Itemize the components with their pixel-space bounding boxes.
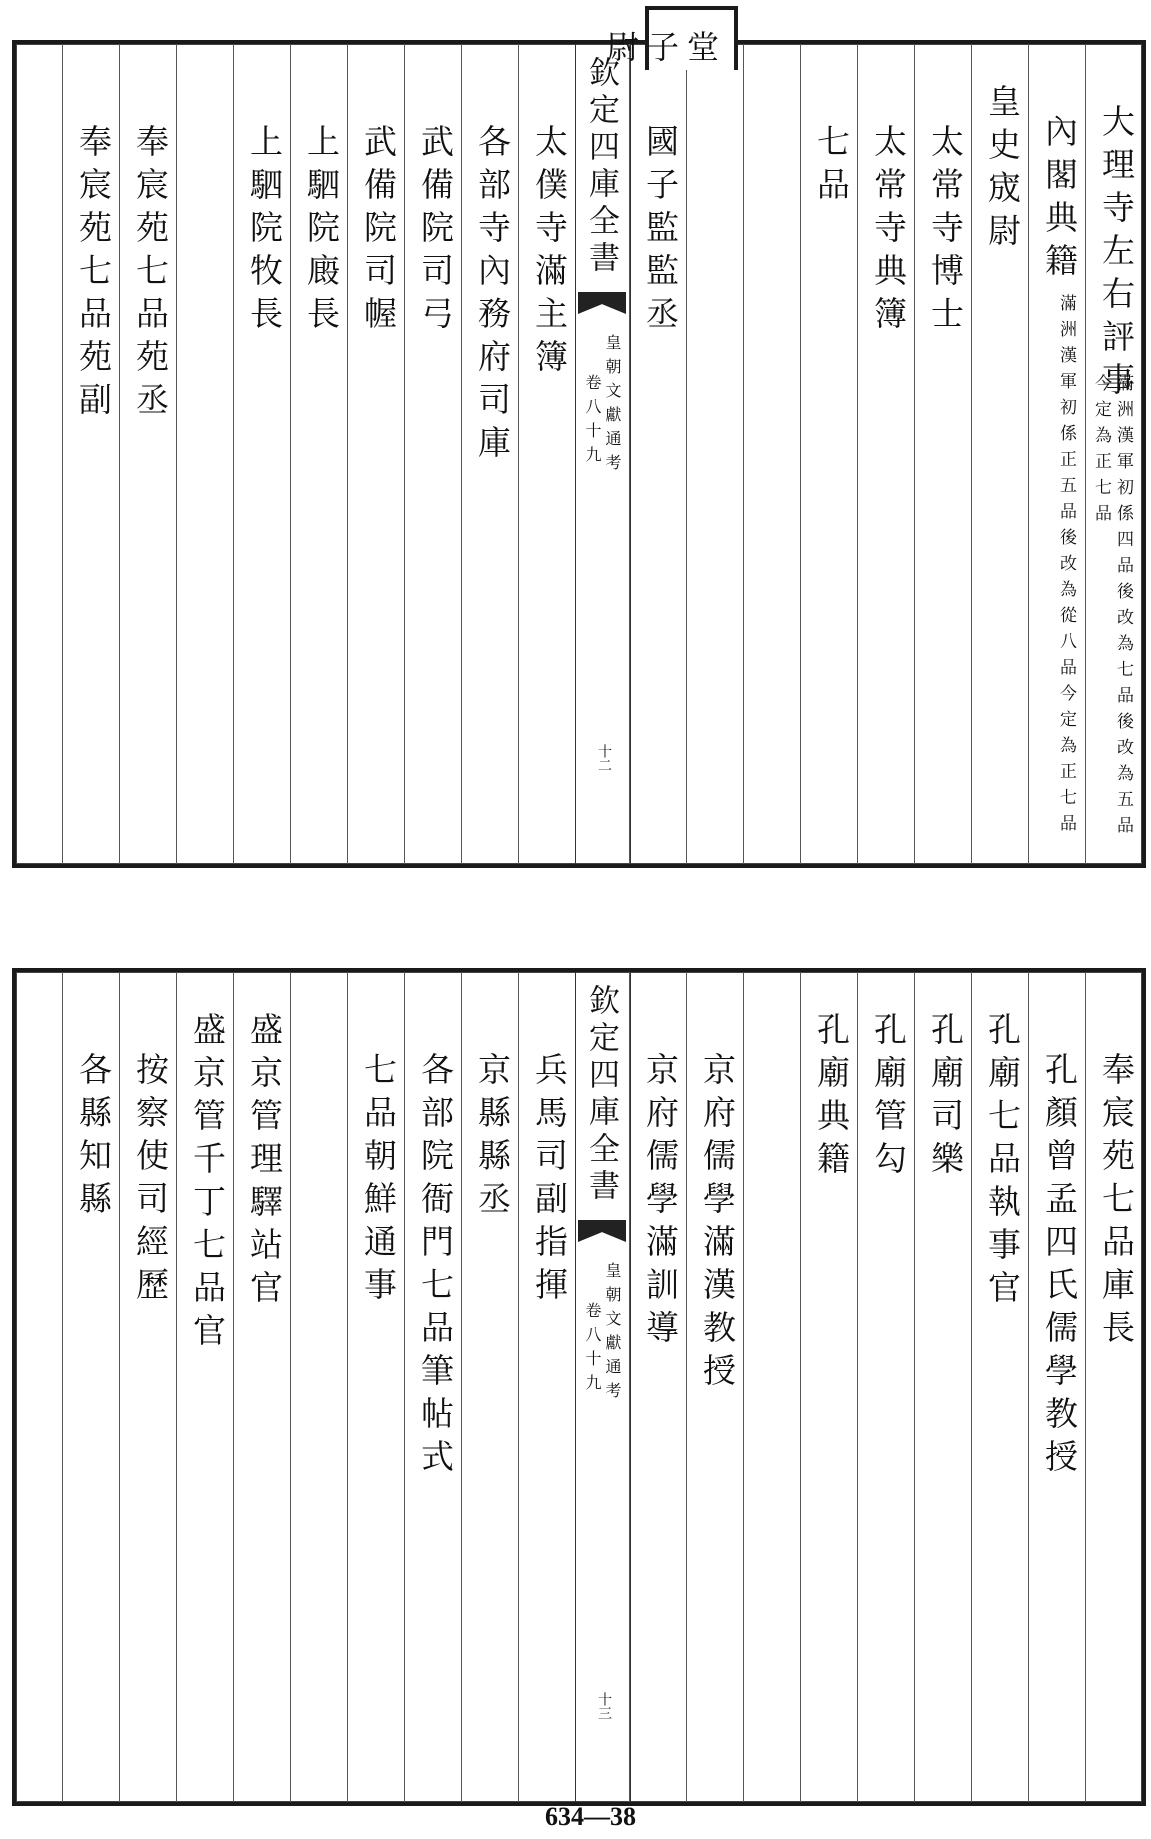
top-column-18 [62, 44, 120, 864]
top-column-11 [461, 44, 519, 864]
page-number: 634—38 [545, 1802, 636, 1831]
page-tab [602, 6, 738, 70]
series-title: 皇朝文獻通考 [603, 1262, 622, 1406]
top-column-8 [686, 44, 744, 864]
bottom-column-1 [1085, 972, 1143, 1802]
bottom-column-16 [176, 972, 234, 1802]
column-text: 盛京管理驛站官 [245, 1012, 284, 1313]
column-text: 武備院司幄 [359, 124, 398, 339]
top-page [12, 40, 1146, 868]
bottom-column-7 [743, 972, 801, 1802]
column-text: 孔廟七品執事官 [983, 1012, 1022, 1313]
column-text: 兵馬司副指揮 [530, 1052, 569, 1310]
bottom-column-2 [1028, 972, 1086, 1802]
book-title: 欽定四庫全書 [583, 984, 619, 1206]
bottom-column-8 [686, 972, 744, 1802]
bottom-column-5 [857, 972, 915, 1802]
column-text: 大理寺左右評事 [1097, 104, 1136, 405]
column-text: 太常寺典簿 [869, 124, 908, 339]
series-title: 皇朝文獻通考 [603, 334, 622, 478]
top-column-5 [857, 44, 915, 864]
top-column-15 [233, 44, 291, 864]
column-text: 七品 [812, 124, 851, 210]
bottom-column-17 [119, 972, 177, 1802]
column-text: 京府儒學滿訓導 [641, 1052, 680, 1353]
bottom-center-fold [575, 972, 631, 1802]
column-text: 孔廟司樂 [926, 1012, 965, 1184]
bottom-page [12, 968, 1146, 1806]
bottom-column-14 [290, 972, 348, 1802]
top-column-7 [743, 44, 801, 864]
column-text: 上駟院牧長 [245, 124, 284, 339]
bottom-column-15 [233, 972, 291, 1802]
top-column-13 [347, 44, 405, 864]
bottom-column-13 [347, 972, 405, 1802]
bottom-column-12 [404, 972, 462, 1802]
top-column-6 [800, 44, 858, 864]
column-text: 京縣縣丞 [473, 1052, 512, 1224]
column-text: 皇史宬尉 [983, 84, 1022, 256]
column-text: 孔廟管勾 [869, 1012, 908, 1184]
column-text: 上駟院廄長 [302, 124, 341, 339]
column-note: 滿洲漢軍初係四品後改為七品後改為五品今定為正七品 [1091, 374, 1133, 842]
leaf-number: 十三 [596, 1692, 612, 1720]
top-column-2 [1028, 44, 1086, 864]
column-text: 內閣典籍 [1040, 114, 1079, 286]
book-title: 欽定四庫全書 [583, 56, 619, 278]
column-text: 孔廟典籍 [812, 1012, 851, 1184]
leaf-number: 十二 [596, 744, 612, 772]
column-text: 國子監監丞 [641, 124, 680, 339]
tab-label: 堂子尉 [602, 30, 720, 68]
top-column-3 [971, 44, 1029, 864]
top-column-14 [290, 44, 348, 864]
bottom-column-18 [62, 972, 120, 1802]
bottom-column-6 [800, 972, 858, 1802]
top-column-12 [404, 44, 462, 864]
column-text: 孔顏曾孟四氏儒學教授 [1040, 1052, 1079, 1482]
fishtail-mark [578, 292, 626, 314]
column-text: 各縣知縣 [74, 1052, 113, 1224]
column-text: 七品朝鮮通事 [359, 1052, 398, 1310]
column-text: 奉宸苑七品苑丞 [131, 124, 170, 425]
column-text: 太常寺博士 [926, 124, 965, 339]
top-column-16 [176, 44, 234, 864]
volume-label: 卷八十九 [583, 1302, 602, 1398]
column-text: 奉宸苑七品苑副 [74, 124, 113, 425]
column-text: 各部寺內務府司庫 [473, 124, 512, 468]
top-center-fold [575, 44, 631, 864]
bottom-column-10 [518, 972, 576, 1802]
column-text: 盛京管千丁七品官 [188, 1012, 227, 1356]
top-column-9 [629, 44, 687, 864]
bottom-column-4 [914, 972, 972, 1802]
top-column-10 [518, 44, 576, 864]
column-text: 武備院司弓 [416, 124, 455, 339]
top-column-17 [119, 44, 177, 864]
bottom-column-9 [629, 972, 687, 1802]
bottom-column-11 [461, 972, 519, 1802]
column-note: 滿洲漢軍初係正五品後改為從八品今定為正七品 [1056, 294, 1076, 840]
top-column-4 [914, 44, 972, 864]
volume-label: 卷八十九 [583, 374, 602, 470]
fishtail-mark [578, 1220, 626, 1242]
column-text: 京府儒學滿漢教授 [698, 1052, 737, 1396]
column-text: 按察使司經歷 [131, 1052, 170, 1310]
top-column-1 [1085, 44, 1143, 864]
column-text: 太僕寺滿主簿 [530, 124, 569, 382]
bottom-column-3 [971, 972, 1029, 1802]
column-text: 各部院衙門七品筆帖式 [416, 1052, 455, 1482]
column-text: 奉宸苑七品庫長 [1097, 1052, 1136, 1353]
